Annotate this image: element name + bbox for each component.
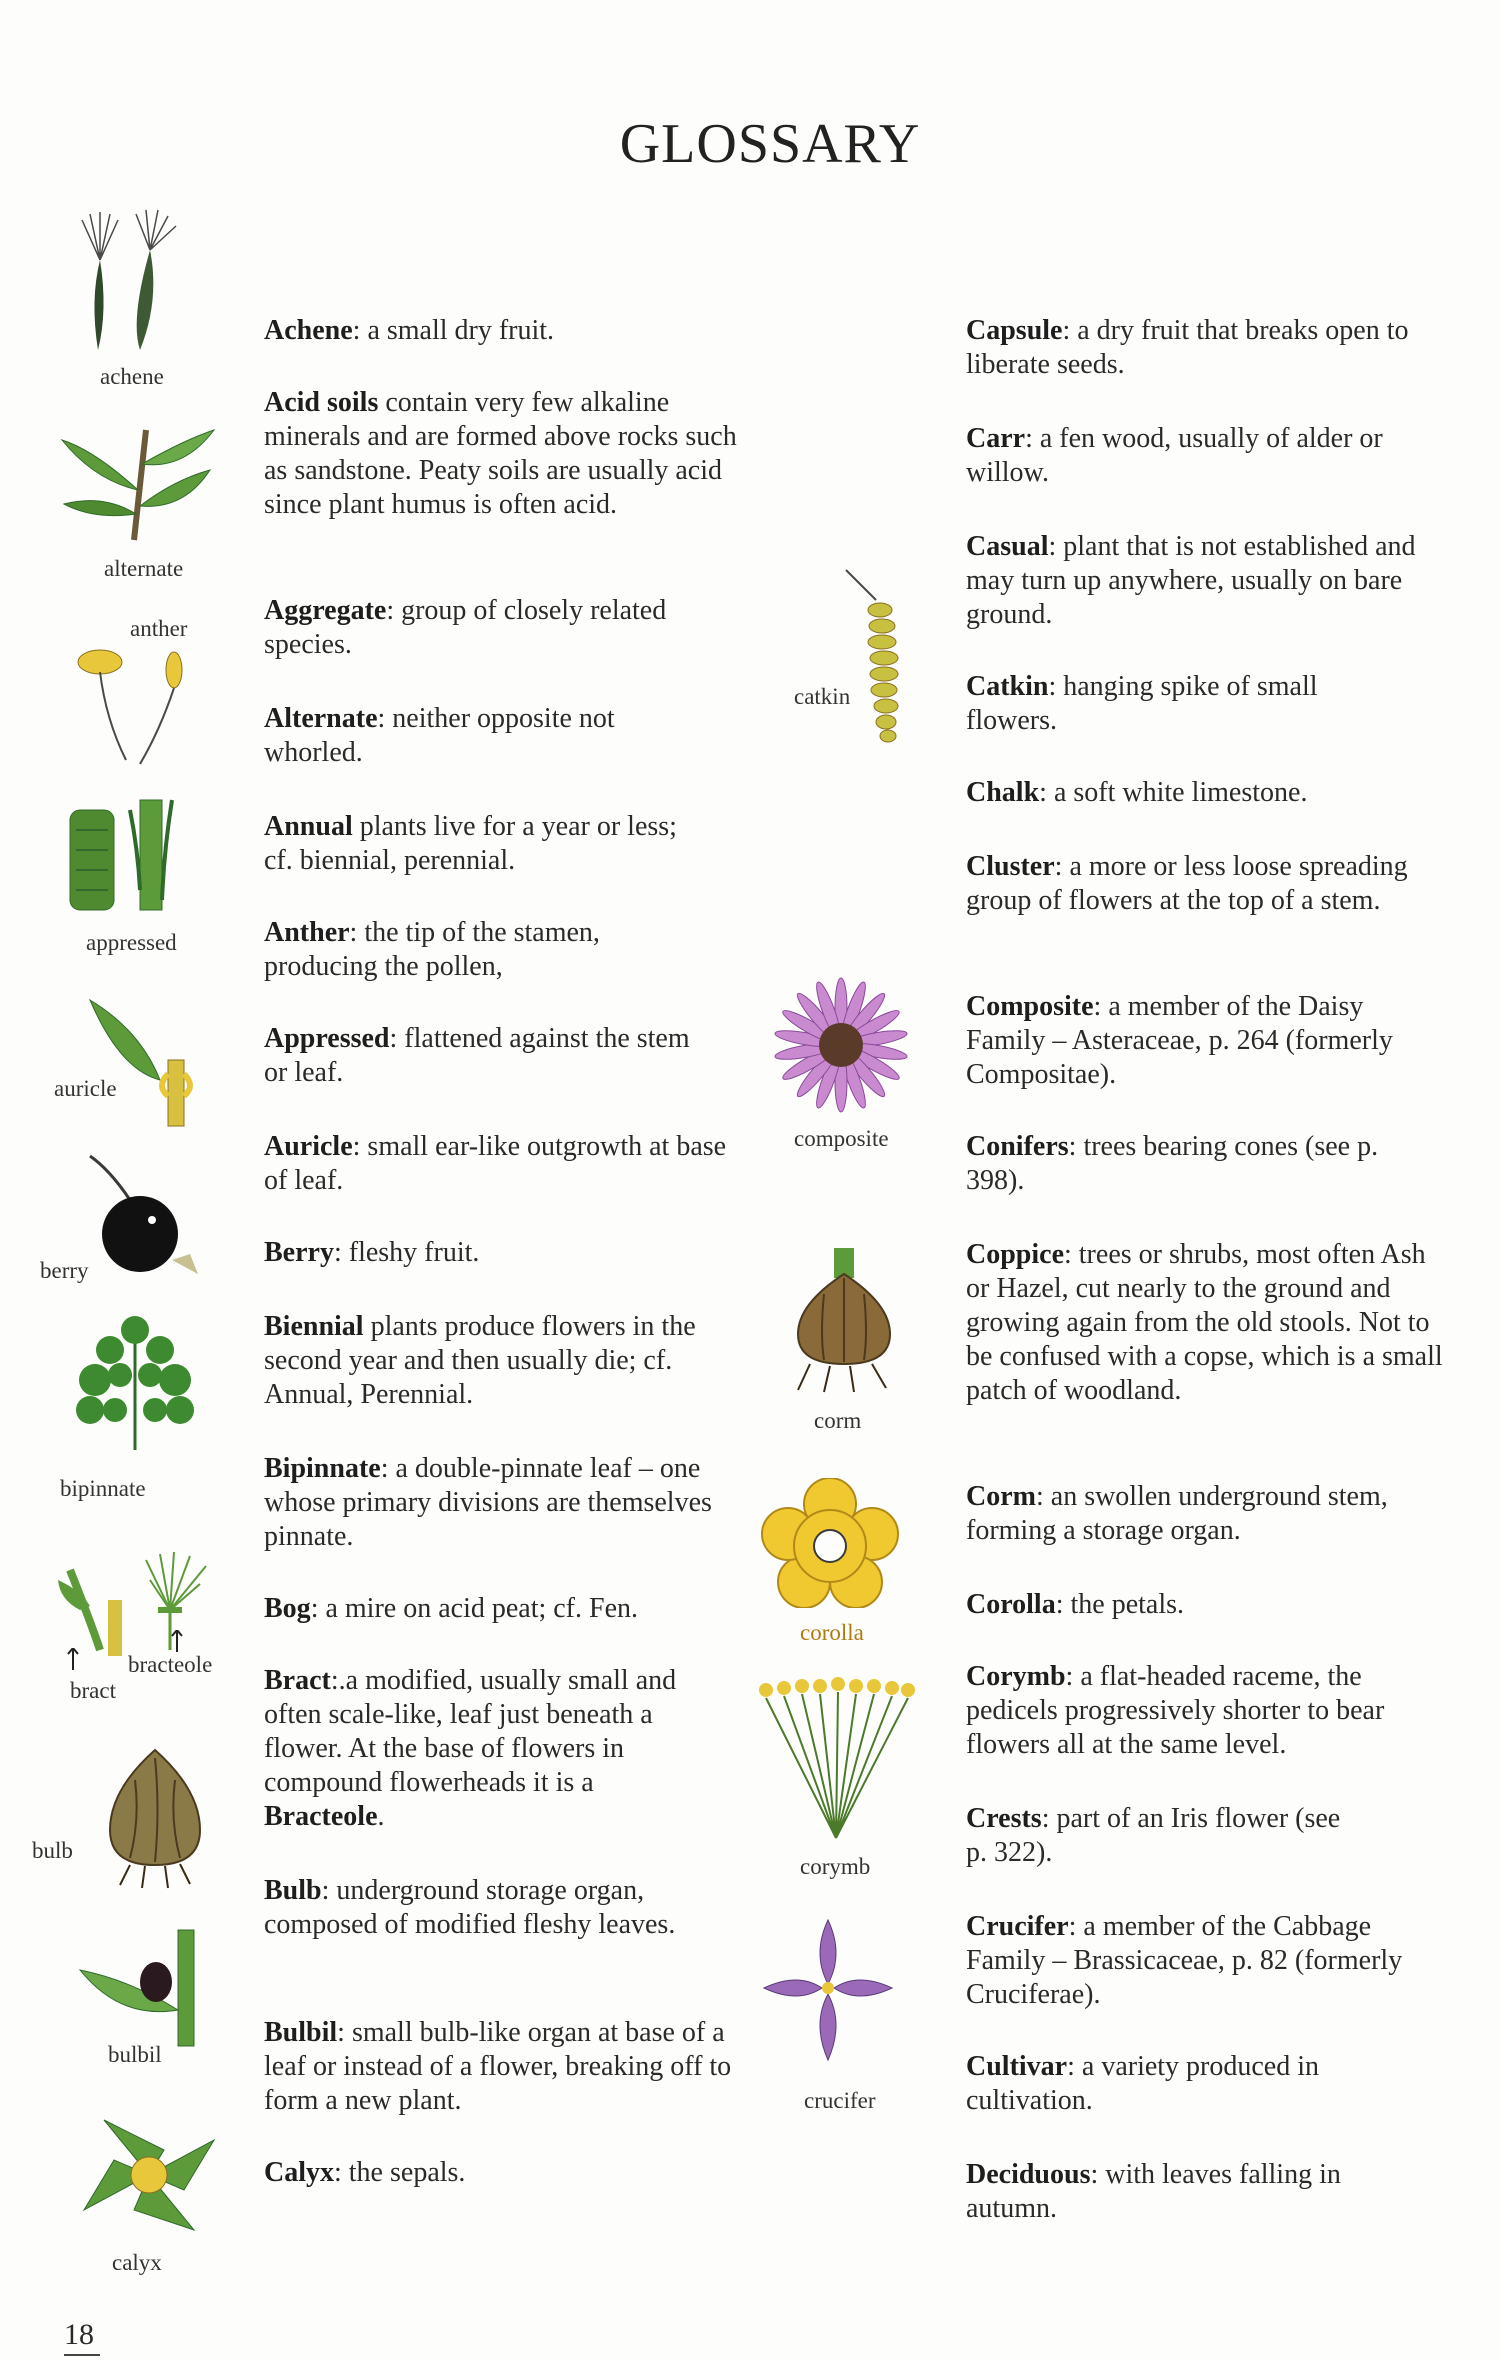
glossary-entry: Berry: fleshy fruit. xyxy=(264,1237,480,1268)
caption-achene: achene xyxy=(100,364,164,389)
bract-illustration xyxy=(50,1540,220,1660)
glossary-entry: Conifers: trees bearing cones (see p. 398). xyxy=(966,1131,1379,1196)
glossary-entry: Corolla: the petals. xyxy=(966,1589,1185,1620)
glossary-entry: Capsule: a dry fruit that breaks open to liberate seeds. xyxy=(966,315,1409,380)
auricle-illustration xyxy=(80,990,220,1130)
glossary-entry: Bulbil: small bulb-like organ at base of a leaf or instead of a flower, breaking off to form a new plant. xyxy=(264,2017,732,2116)
glossary-entry: Bog: a mire on acid peat; cf. Fen. xyxy=(264,1593,639,1624)
corolla-illustration xyxy=(760,1478,900,1608)
caption-berry: berry xyxy=(40,1258,89,1283)
calyx-illustration xyxy=(74,2110,224,2240)
caption-corolla: corolla xyxy=(800,1620,864,1645)
bulb-illustration xyxy=(90,1740,220,1890)
glossary-entry: Crests: part of an Iris flower (see p. 322). xyxy=(966,1803,1341,1868)
caption-calyx: calyx xyxy=(112,2250,162,2275)
caption-appressed: appressed xyxy=(86,930,177,955)
caption-bracteole: bracteole xyxy=(128,1652,213,1677)
glossary-entry: Catkin: hanging spike of small flowers. xyxy=(966,671,1318,736)
caption-composite: composite xyxy=(794,1126,889,1151)
caption-bulb: bulb xyxy=(32,1838,73,1863)
glossary-entry: Alternate: neither opposite not whorled. xyxy=(264,703,615,768)
glossary-entry: Composite: a member of the Daisy Family – Asteraceae, p. 264 (formerly Compositae). xyxy=(966,991,1393,1090)
glossary-entry: Chalk: a soft white limestone. xyxy=(966,777,1308,808)
glossary-entry: Bract:.a modified, usually small and often scale-like, leaf just beneath a flower. At the base of flowers in compound flowerheads it is a Bracteole. xyxy=(264,1665,677,1832)
caption-bract: bract xyxy=(70,1678,116,1703)
caption-anther: anther xyxy=(130,616,188,641)
glossary-entry: Cultivar: a variety produced in cultivation. xyxy=(966,2051,1320,2116)
caption-corymb: corymb xyxy=(800,1854,871,1879)
composite-illustration xyxy=(756,970,926,1120)
crucifer-illustration xyxy=(758,1914,898,2064)
anther-illustration xyxy=(70,640,200,770)
glossary-entry: Calyx: the sepals. xyxy=(264,2157,466,2188)
page-title: GLOSSARY xyxy=(619,113,921,175)
glossary-entry: Achene: a small dry fruit. xyxy=(264,315,555,346)
caption-crucifer: crucifer xyxy=(804,2088,876,2113)
glossary-entry: Appressed: flattened against the stem or leaf. xyxy=(264,1023,690,1088)
caption-alternate: alternate xyxy=(104,556,184,581)
bipinnate-illustration xyxy=(60,1310,210,1460)
glossary-entry: Bipinnate: a double-pinnate leaf – one whose primary divisions are themselves pinnate. xyxy=(264,1453,712,1552)
glossary-entry: Biennial plants produce flowers in the second year and then usually die; cf. Annual, Perennial. xyxy=(264,1311,696,1410)
bulbil-illustration xyxy=(70,1920,210,2050)
glossary-entry: Auricle: small ear-like outgrowth at base of leaf. xyxy=(264,1131,727,1196)
catkin-illustration xyxy=(836,560,916,760)
glossary-entry: Carr: a fen wood, usually of alder or willow. xyxy=(966,423,1383,488)
glossary-entry: Acid soils contain very few alkaline minerals and are formed above rocks such as sandstone. Peaty soils are usually acid since plant humus is often acid. xyxy=(264,387,737,520)
caption-auricle: auricle xyxy=(54,1076,117,1101)
glossary-entry: Aggregate: group of closely related species. xyxy=(264,595,667,660)
arrow-up-icon xyxy=(66,1648,80,1670)
glossary-entry: Corm: an swollen underground stem, forming a storage organ. xyxy=(966,1481,1388,1546)
corm-illustration xyxy=(780,1244,910,1394)
appressed-illustration xyxy=(60,790,200,920)
glossary-entry: Deciduous: with leaves falling in autumn. xyxy=(966,2159,1341,2224)
glossary-entry: Coppice: trees or shrubs, most often Ash or Hazel, cut nearly to the ground and growing again from the old stools. Not to be confused with a copse, which is a small patch of woodland. xyxy=(966,1239,1443,1406)
alternate-illustration xyxy=(54,410,224,550)
caption-corm: corm xyxy=(814,1408,862,1433)
corymb-illustration xyxy=(756,1674,916,1844)
berry-illustration xyxy=(80,1150,210,1280)
glossary-entry: Annual plants live for a year or less; cf. biennial, perennial. xyxy=(264,811,677,876)
glossary-entry: Anther: the tip of the stamen, producing the pollen, xyxy=(264,917,600,982)
glossary-entry: Casual: plant that is not established and may turn up anywhere, usually on bare ground. xyxy=(966,531,1416,630)
glossary-entry: Cluster: a more or less loose spreading group of flowers at the top of a stem. xyxy=(966,851,1408,916)
glossary-entry: Bulb: underground storage organ, composed of modified fleshy leaves. xyxy=(264,1875,676,1940)
achene-illustration xyxy=(60,200,200,370)
caption-bulbil: bulbil xyxy=(108,2042,162,2067)
caption-catkin: catkin xyxy=(794,684,851,709)
caption-bipinnate: bipinnate xyxy=(60,1476,146,1501)
arrow-up-icon xyxy=(170,1630,184,1652)
page-number: 18 xyxy=(64,2318,94,2351)
glossary-entry: Corymb: a flat-headed raceme, the pedicels progressively shorter to bear flowers all at the same level. xyxy=(966,1661,1385,1760)
page-number-rule xyxy=(64,2354,100,2356)
glossary-entry: Crucifer: a member of the Cabbage Family – Brassicaceae, p. 82 (formerly Cruciferae). xyxy=(966,1911,1403,2010)
